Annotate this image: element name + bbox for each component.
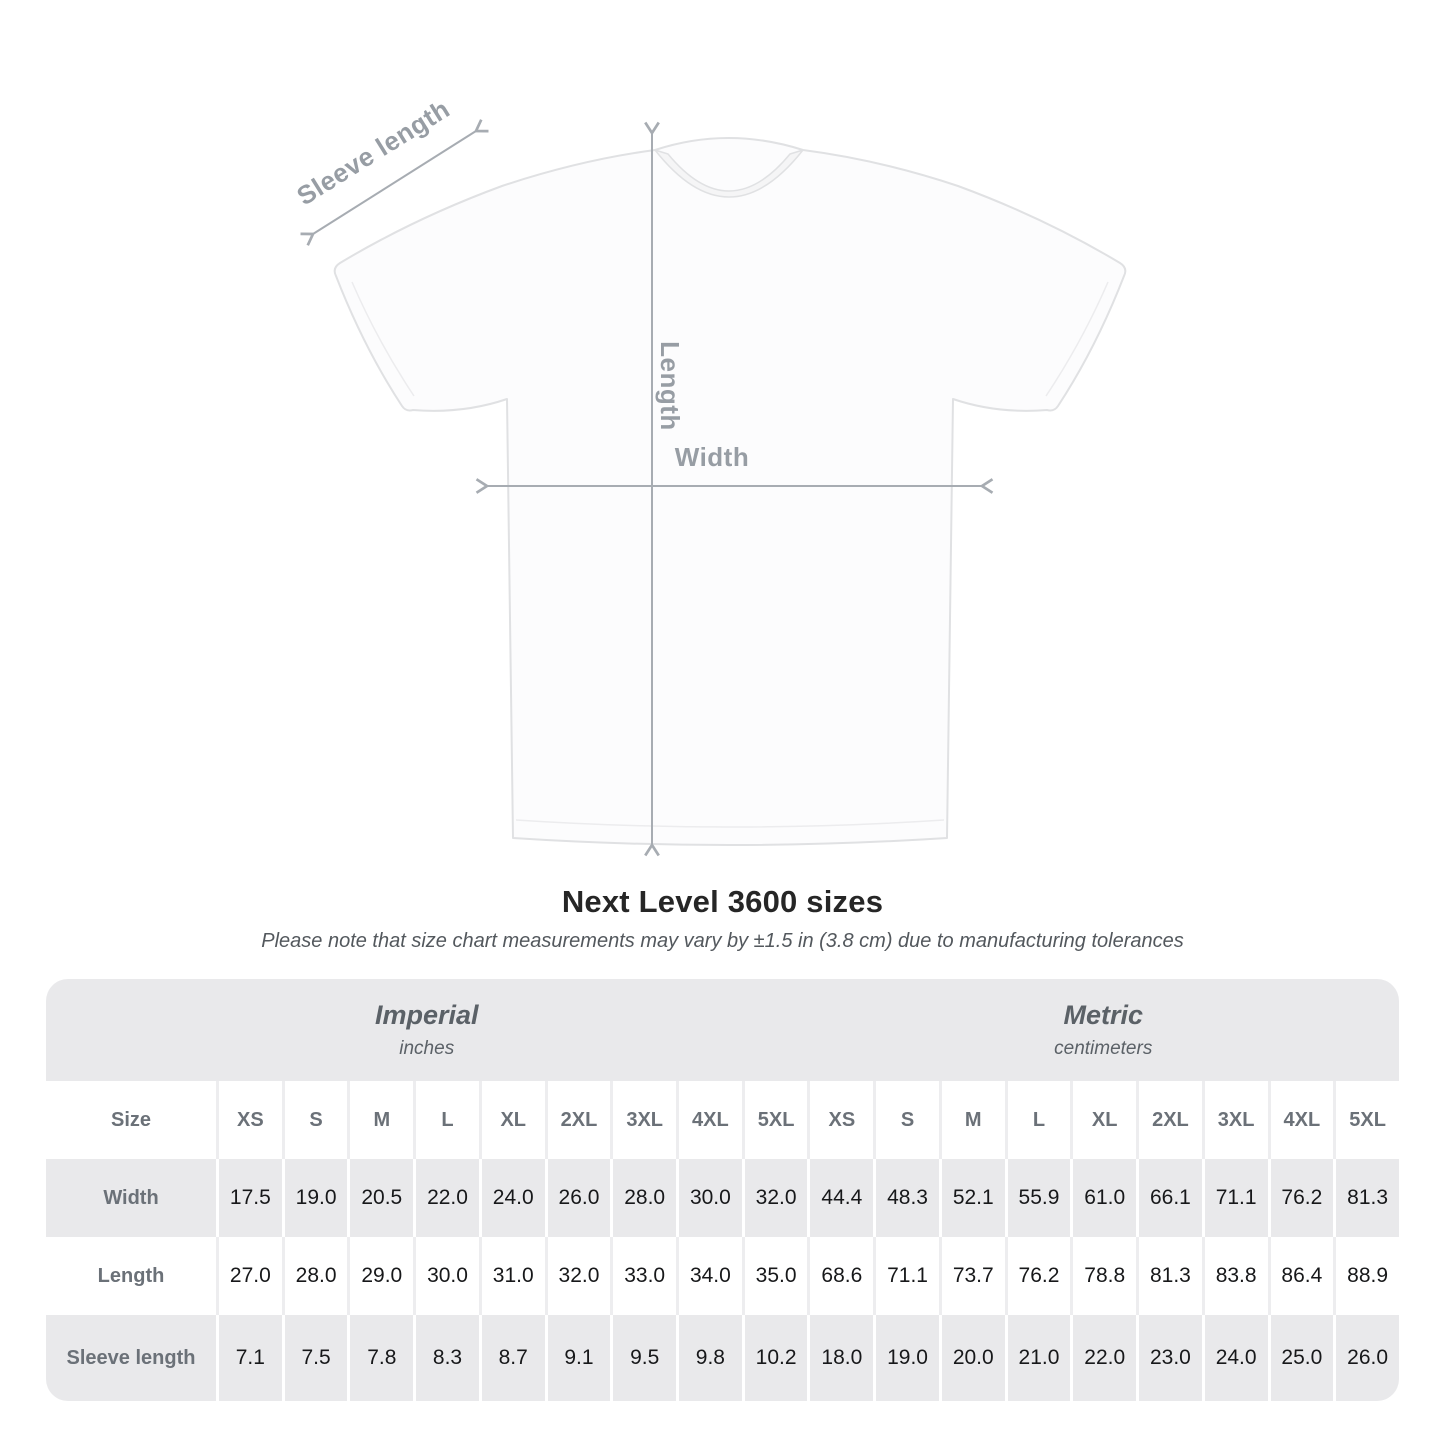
- value-imperial-3: 22.0: [413, 1159, 479, 1237]
- value-metric-7: 86.4: [1268, 1237, 1334, 1315]
- value-imperial-6: 9.5: [610, 1315, 676, 1401]
- value-metric-4: 78.8: [1070, 1237, 1136, 1315]
- value-metric-1: 71.1: [873, 1237, 939, 1315]
- size-col-imperial-4xl: 4XL: [676, 1081, 742, 1159]
- value-imperial-5: 26.0: [545, 1159, 611, 1237]
- value-imperial-6: 33.0: [610, 1237, 676, 1315]
- size-col-imperial-xl: XL: [479, 1081, 545, 1159]
- measurement-label: Width: [46, 1159, 216, 1237]
- value-metric-3: 21.0: [1005, 1315, 1071, 1401]
- value-metric-8: 26.0: [1333, 1315, 1399, 1401]
- size-col-metric-l: L: [1005, 1081, 1071, 1159]
- value-imperial-2: 7.8: [347, 1315, 413, 1401]
- size-col-metric-m: M: [939, 1081, 1005, 1159]
- value-imperial-7: 34.0: [676, 1237, 742, 1315]
- size-col-imperial-m: M: [347, 1081, 413, 1159]
- value-imperial-4: 24.0: [479, 1159, 545, 1237]
- value-imperial-1: 28.0: [282, 1237, 348, 1315]
- measurement-row-sleeve-length: [46, 1315, 1399, 1401]
- value-metric-2: 52.1: [939, 1159, 1005, 1237]
- page-title: Next Level 3600 sizes: [561, 884, 884, 919]
- sleeve-length-label: Sleeve length: [291, 93, 456, 212]
- tshirt-outline: [335, 138, 1126, 845]
- value-metric-6: 71.1: [1202, 1159, 1268, 1237]
- value-metric-3: 76.2: [1005, 1237, 1071, 1315]
- value-metric-5: 81.3: [1136, 1237, 1202, 1315]
- value-metric-4: 22.0: [1070, 1315, 1136, 1401]
- size-col-metric-4xl: 4XL: [1268, 1081, 1334, 1159]
- value-metric-7: 25.0: [1268, 1315, 1334, 1401]
- value-imperial-0: 17.5: [216, 1159, 282, 1237]
- measurement-label: Sleeve length: [46, 1315, 216, 1401]
- value-metric-0: 68.6: [807, 1237, 873, 1315]
- size-col-imperial-s: S: [282, 1081, 348, 1159]
- value-imperial-3: 8.3: [413, 1315, 479, 1401]
- value-metric-1: 19.0: [873, 1315, 939, 1401]
- value-imperial-0: 27.0: [216, 1237, 282, 1315]
- value-metric-7: 76.2: [1268, 1159, 1334, 1237]
- size-col-imperial-5xl: 5XL: [742, 1081, 808, 1159]
- value-metric-4: 61.0: [1070, 1159, 1136, 1237]
- size-col-imperial-2xl: 2XL: [545, 1081, 611, 1159]
- size-col-imperial-3xl: 3XL: [610, 1081, 676, 1159]
- value-metric-5: 23.0: [1136, 1315, 1202, 1401]
- value-metric-2: 73.7: [939, 1237, 1005, 1315]
- width-label: Width: [674, 442, 750, 472]
- value-metric-0: 44.4: [807, 1159, 873, 1237]
- value-metric-3: 55.9: [1005, 1159, 1071, 1237]
- size-col-metric-s: S: [873, 1081, 939, 1159]
- imperial-unit: inches: [399, 1038, 455, 1059]
- value-imperial-1: 19.0: [282, 1159, 348, 1237]
- value-imperial-1: 7.5: [282, 1315, 348, 1401]
- measurement-label: Length: [46, 1237, 216, 1315]
- tolerance-note: Please note that size chart measurements may vary by ±1.5 in (3.8 cm) due to manufacturing tolerances: [261, 930, 1184, 952]
- value-imperial-8: 10.2: [742, 1315, 808, 1401]
- value-metric-8: 88.9: [1333, 1237, 1399, 1315]
- size-col-metric-2xl: 2XL: [1136, 1081, 1202, 1159]
- size-col-imperial-l: L: [413, 1081, 479, 1159]
- value-metric-6: 24.0: [1202, 1315, 1268, 1401]
- metric-section-header: [807, 979, 1399, 1081]
- value-metric-8: 81.3: [1333, 1159, 1399, 1237]
- value-imperial-8: 32.0: [742, 1159, 808, 1237]
- value-imperial-5: 9.1: [545, 1315, 611, 1401]
- size-row-label: Size: [46, 1081, 216, 1159]
- value-imperial-2: 20.5: [347, 1159, 413, 1237]
- value-metric-0: 18.0: [807, 1315, 873, 1401]
- unit-header-row: [46, 979, 1399, 1081]
- value-imperial-8: 35.0: [742, 1237, 808, 1315]
- value-imperial-7: 9.8: [676, 1315, 742, 1401]
- value-imperial-6: 28.0: [610, 1159, 676, 1237]
- imperial-section-header: [46, 979, 807, 1081]
- imperial-title: Imperial: [374, 1000, 479, 1030]
- size-chart-table: [46, 979, 1399, 1401]
- size-col-metric-5xl: 5XL: [1333, 1081, 1399, 1159]
- value-metric-1: 48.3: [873, 1159, 939, 1237]
- size-col-imperial-xs: XS: [216, 1081, 282, 1159]
- value-imperial-4: 31.0: [479, 1237, 545, 1315]
- size-col-metric-3xl: 3XL: [1202, 1081, 1268, 1159]
- value-imperial-7: 30.0: [676, 1159, 742, 1237]
- value-imperial-0: 7.1: [216, 1315, 282, 1401]
- value-imperial-3: 30.0: [413, 1237, 479, 1315]
- value-metric-6: 83.8: [1202, 1237, 1268, 1315]
- value-metric-2: 20.0: [939, 1315, 1005, 1401]
- length-label: Length: [655, 341, 685, 431]
- measurement-row-width: [46, 1159, 1399, 1237]
- size-col-metric-xl: XL: [1070, 1081, 1136, 1159]
- size-header-row: [46, 1081, 1399, 1159]
- value-metric-5: 66.1: [1136, 1159, 1202, 1237]
- metric-unit: centimeters: [1054, 1038, 1153, 1059]
- value-imperial-4: 8.7: [479, 1315, 545, 1401]
- metric-title: Metric: [1063, 1000, 1143, 1030]
- size-col-metric-xs: XS: [807, 1081, 873, 1159]
- value-imperial-5: 32.0: [545, 1237, 611, 1315]
- measurement-row-length: [46, 1237, 1399, 1315]
- value-imperial-2: 29.0: [347, 1237, 413, 1315]
